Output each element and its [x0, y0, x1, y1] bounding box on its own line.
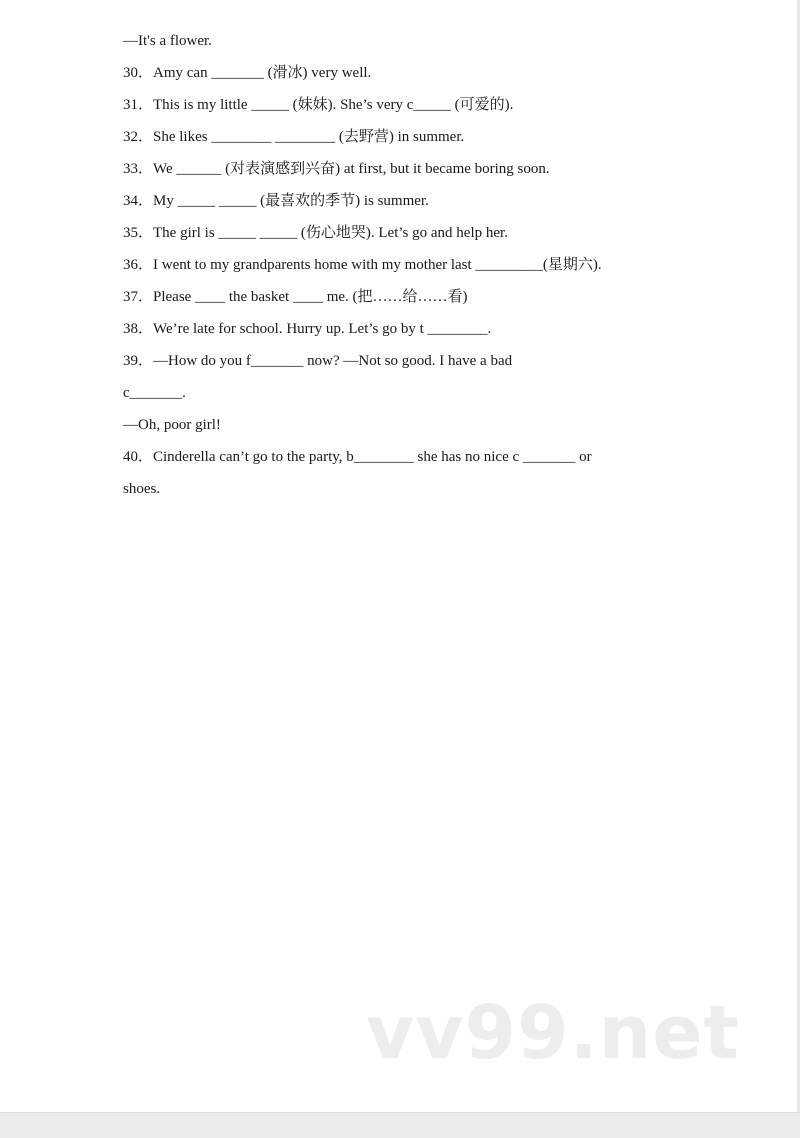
question-33: 33．We ______ (对表演感到兴奋) at first, but it became boring soon. [123, 161, 550, 177]
question-31: 31．This is my little _____ (妹妹). She’s very c_____ (可爱的). [123, 97, 514, 113]
question-40-continued: shoes. [123, 481, 161, 497]
text-line: —Oh, poor girl! [123, 417, 221, 433]
question-35: 35．The girl is _____ _____ (伤心地哭). Let’s go and help her. [123, 225, 508, 241]
text-line: —It's a flower. [123, 33, 212, 49]
question-36: 36．I went to my grandparents home with my mother last _________(星期六). [123, 257, 602, 273]
question-32: 32．She likes ________ ________ (去野营) in summer. [123, 129, 465, 145]
question-34: 34．My _____ _____ (最喜欢的季节) is summer. [123, 193, 429, 209]
question-39: 39．—How do you f_______ now? —Not so good. I have a bad [123, 353, 513, 369]
question-40: 40．Cinderella can’t go to the party, b________ she has no nice c _______ or [123, 449, 592, 465]
question-39-continued: c_______. [123, 385, 186, 401]
page-footer-bar [0, 1112, 800, 1138]
question-38: 38．We’re late for school. Hurry up. Let’s go by t ________. [123, 321, 492, 337]
watermark: vv99.net [366, 990, 740, 1076]
question-30: 30．Amy can _______ (滑冰) very well. [123, 65, 372, 81]
question-37: 37．Please ____ the basket ____ me. (把……给……看) [123, 289, 468, 305]
